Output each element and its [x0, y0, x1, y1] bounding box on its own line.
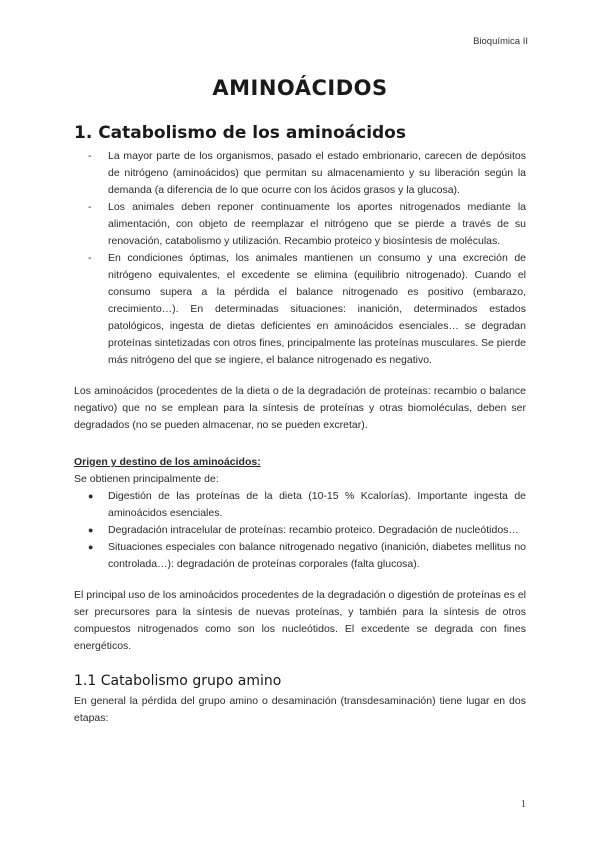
dash-bullet: -	[88, 150, 92, 162]
origin-list	[74, 488, 526, 573]
origin-intro: Se obtienen principalmente de:	[74, 473, 219, 485]
bullet-dot: ●	[88, 491, 94, 501]
page-number: 1	[521, 799, 526, 810]
list-item-text: Digestión de las proteínas de la dieta (10-15 % Kcalorías). Importante ingesta de aminoácidos esenciales.	[108, 490, 526, 519]
dash-bullet: -	[88, 252, 92, 264]
content-body	[74, 122, 526, 727]
list-item	[74, 148, 526, 199]
section-1-1-heading: 1.1 Catabolismo grupo amino	[74, 673, 282, 689]
list-item	[74, 488, 526, 522]
page-title: AMINOÁCIDOS	[212, 76, 388, 100]
list-item	[74, 522, 526, 539]
list-item-text: Degradación intracelular de proteínas: recambio proteico. Degradación de nucleótidos…	[108, 524, 519, 536]
bullet-dot: ●	[88, 525, 94, 535]
list-item	[74, 250, 526, 369]
section-1-1-paragraph: En general la pérdida del grupo amino o desaminación (transdesaminación) tiene lugar en dos etapas:	[74, 695, 526, 724]
origin-heading: Origen y destino de los aminoácidos:	[74, 456, 261, 468]
section-1-list	[74, 148, 526, 369]
list-item	[74, 199, 526, 250]
list-item-text: Situaciones especiales con balance nitrogenado negativo (inanición, diabetes mellitus no controlada…): degradación de proteínas corporales (falta glucosa).	[108, 541, 526, 570]
bullet-dot: ●	[88, 542, 94, 552]
list-item-text: Los animales deben reponer continuamente los aportes nitrogenados mediante la alimentación, con objeto de reemplazar el nitrógeno que se pierde a través de su renovación, catabolismo y utilización. Recambio proteico y biosíntesis de moléculas.	[108, 201, 526, 247]
list-item-text: En condiciones óptimas, los animales mantienen un consumo y una excreción de nitrógeno equivalentes, el excedente se elimina (equilibrio nitrogenado). Cuando el consumo supera a la pérdida el balance nitrogenado es positivo (embarazo, crecimiento…). En determinadas situaciones: inanición, determinados estados patológicos, ingesta de dietas deficientes en aminoácidos esenciales… se degradan proteínas sintetizadas con otros fines, principalmente las proteínas musculares. Se pierde más nitrógeno del que se ingiere, el balance nitrogenado es negativo.	[108, 252, 526, 366]
list-item	[74, 539, 526, 573]
dash-bullet: -	[88, 201, 92, 213]
section-1-heading: 1. Catabolismo de los aminoácidos	[74, 123, 406, 143]
origin-paragraph: El principal uso de los aminoácidos procedentes de la degradación o digestión de proteínas es el ser precursores para la síntesis de nuevas proteínas, y también para la síntesis de otros compuestos nitrogenados como son los nucleótidos. El excedente se degrada con fines energéticos.	[74, 589, 526, 652]
running-header: Bioquímica II	[473, 36, 528, 47]
list-item-text: La mayor parte de los organismos, pasado el estado embrionario, carecen de depósitos de nitrógeno (aminoácidos) que permitan su almacenamiento y su liberación según la demanda (a diferencia de lo que ocurre con los ácidos grasos y la glucosa).	[108, 150, 526, 196]
section-1-paragraph: Los aminoácidos (procedentes de la dieta o de la degradación de proteínas: recambio o balance negativo) que no se emplean para la síntesis de proteínas y otras biomoléculas, deben ser degradados (no se pueden almacenar, no se pueden excretar).	[74, 385, 526, 431]
